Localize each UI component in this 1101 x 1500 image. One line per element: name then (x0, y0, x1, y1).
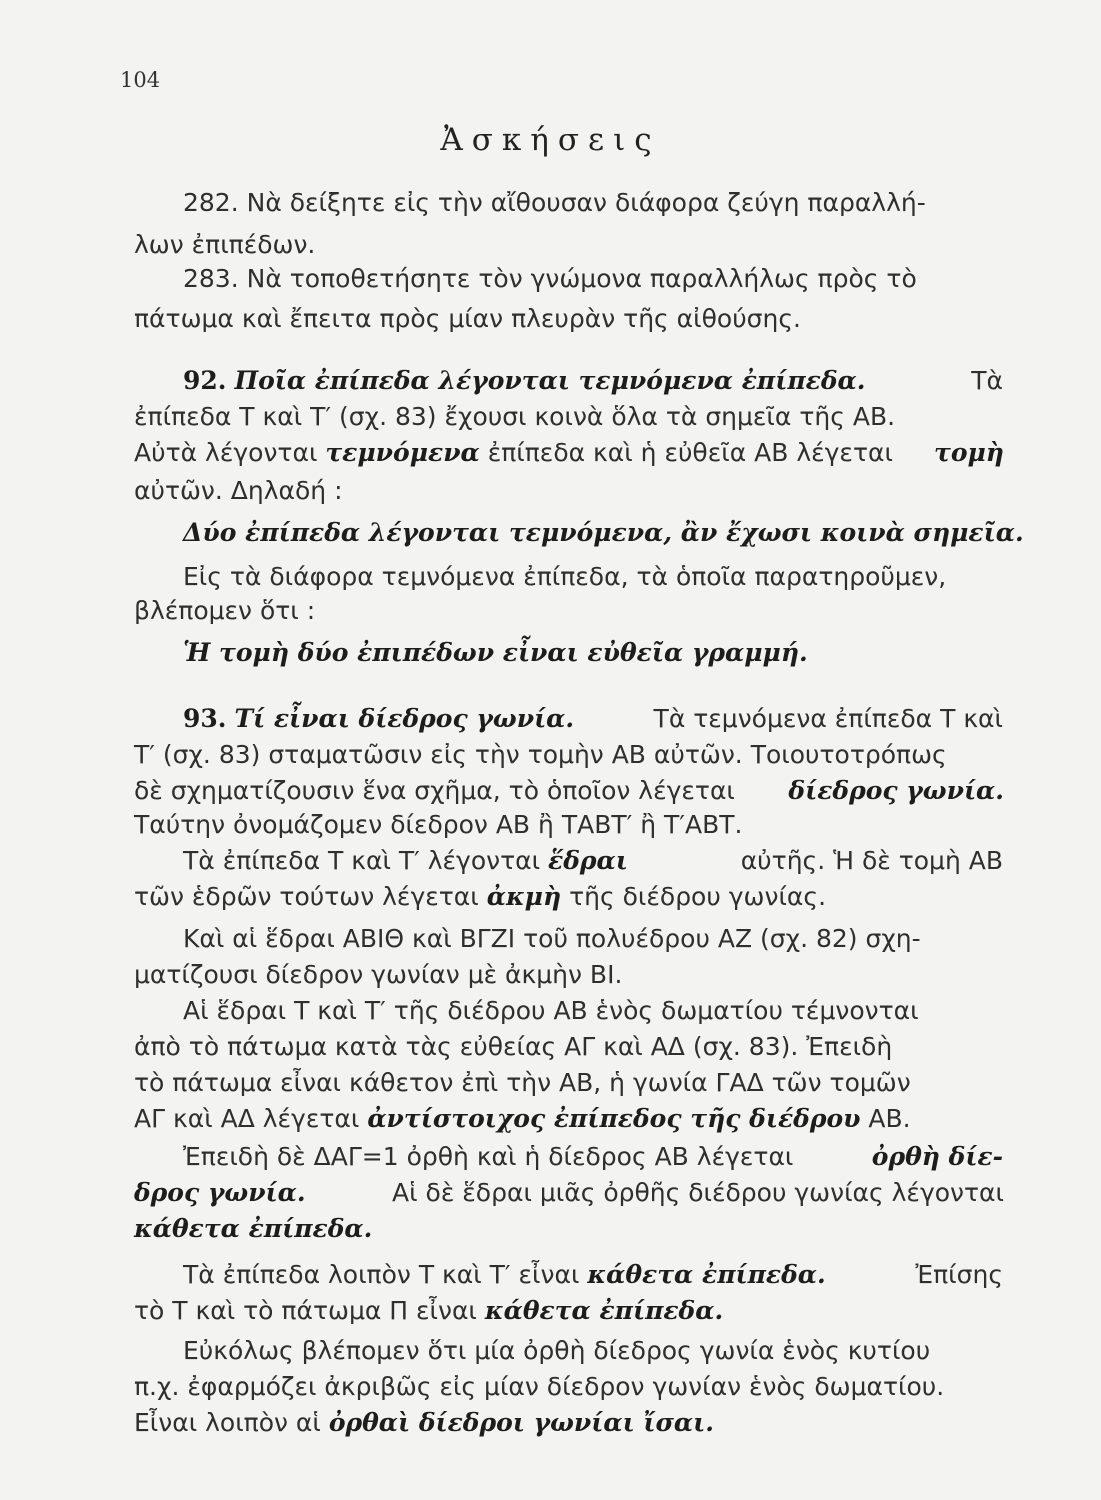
section-92-title: Ποῖα ἐπίπεδα λέγονται τεμνόμενα ἐπίπεδα. (234, 366, 866, 395)
section-93-line: ΑΓ καὶ ΑΔ λέγεται ἀντίστοιχος ἐπίπεδος τῆς διέδρου ΑΒ. (134, 1104, 911, 1133)
section-92-line: ἐπίπεδα Τ καὶ Τ′ (σχ. 83) ἔχουσι κοινὰ ὅλα τὰ σημεῖα τῆς ΑΒ. (134, 402, 896, 431)
section-93-line: τῶν ἑδρῶν τούτων λέγεται ἀκμὴ τῆς διέδρου γωνίας. (134, 882, 827, 911)
exercise-283: 283. Νὰ τοποθετήσητε τὸν γνώμονα παραλλήλως πρὸς τὸ (183, 264, 917, 293)
section-93-line: δὲ σχηματίζουσιν ἕνα σχῆμα, τὸ ὁποῖον λέγεται δίεδρος γωνία. (134, 776, 1004, 805)
section-92-line: Εἰς τὰ διάφορα τεμνόμενα ἐπίπεδα, τὰ ὁποῖα παρατηροῦμεν, (183, 562, 947, 591)
page-number: 104 (120, 68, 161, 92)
section-92-line: Αὐτὰ λέγονται τεμνόμενα ἐπίπεδα καὶ ἡ εὐθεῖα ΑΒ λέγεται τομὴ (134, 438, 1004, 467)
section-93-line: ἀπὸ τὸ πάτωμα κατὰ τὰς εὐθείας ΑΓ καὶ ΑΔ (σχ. 83). Ἐπειδὴ (134, 1032, 893, 1061)
section-93-line: τὸ πάτωμα εἶναι κάθετον ἐπὶ τὴν ΑΒ, ἡ γωνία ΓΑΔ τῶν τομῶν (134, 1068, 911, 1097)
section-93-line: Ταύτην ὀνομάζομεν δίεδρον ΑΒ ἢ ΤΑΒΤ′ ἢ Τ′ΑΒΤ. (134, 810, 743, 839)
section-93-line: Τ′ (σχ. 83) σταματῶσιν εἰς τὴν τομὴν ΑΒ αὐτῶν. Τοιουτοτρόπως (134, 740, 947, 769)
section-number: 92. (183, 366, 227, 395)
section-93-line: Εὐκόλως βλέπομεν ὅτι μία ὀρθὴ δίεδρος γωνία ἑνὸς κυτίου (183, 1336, 931, 1365)
exercise-282-cont: λων ἐπιπέδων. (134, 230, 316, 259)
rule-intersection-line: Ἡ τομὴ δύο ἐπιπέδων εἶναι εὐθεῖα γραμμή. (183, 638, 808, 667)
section-93-line: ματίζουσι δίεδρον γωνίαν μὲ ἀκμὴν ΒΙ. (134, 960, 623, 989)
section-93-line: Ἐπειδὴ δὲ ΔΑΓ=1 ὀρθὴ καὶ ἡ δίεδρος ΑΒ λέγεται ὀρθὴ δίε- (183, 1142, 1003, 1171)
section-93-line: Καὶ αἱ ἕδραι ΑΒΙΘ καὶ ΒΓΖΙ τοῦ πολυέδρου ΑΖ (σχ. 82) σχη- (183, 924, 921, 953)
section-93-line: Εἶναι λοιπὸν αἱ ὀρθαὶ δίεδροι γωνίαι ἴσαι. (134, 1408, 714, 1437)
section-93-line: Αἱ ἕδραι Τ καὶ Τ′ τῆς διέδρου ΑΒ ἑνὸς δωματίου τέμνονται (183, 996, 919, 1025)
exercises-heading: Ἀσκήσεις (440, 122, 661, 158)
section-92-title-line: 92. Ποῖα ἐπίπεδα λέγονται τεμνόμενα ἐπίπεδα. Τὰ (183, 366, 1003, 395)
section-92-line: βλέπομεν ὅτι : (134, 596, 316, 625)
section-number: 93. (183, 704, 227, 733)
section-93-title-line: 93. Τί εἶναι δίεδρος γωνία. Τὰ τεμνόμενα ἐπίπεδα Τ καὶ (183, 704, 1003, 733)
exercise-number: 282. (183, 188, 239, 217)
section-92-line: αὐτῶν. Δηλαδή : (134, 476, 343, 505)
section-93-line: κάθετα ἐπίπεδα. (134, 1214, 373, 1243)
section-93-line: Τὰ ἐπίπεδα λοιπὸν Τ καὶ Τ′ εἶναι κάθετα ἐπίπεδα. Ἐπίσης (183, 1260, 1003, 1289)
exercise-number: 283. (183, 264, 239, 293)
exercise-282: 282. Νὰ δείξητε εἰς τὴν αἴθουσαν διάφορα ζεύγη παραλλή- (183, 188, 926, 217)
section-93-line: π.χ. ἐφαρμόζει ἀκριβῶς εἰς μίαν δίεδρον γωνίαν ἑνὸς δωματίου. (134, 1372, 945, 1401)
exercise-283-cont: πάτωμα καὶ ἔπειτα πρὸς μίαν πλευρὰν τῆς αἰθούσης. (134, 304, 801, 333)
section-93-line: τὸ Τ καὶ τὸ πάτωμα Π εἶναι κάθετα ἐπίπεδα. (134, 1296, 724, 1325)
section-93-line: Τὰ ἐπίπεδα Τ καὶ Τ′ λέγονται ἕδραι αὐτῆς. Ἡ δὲ τομὴ ΑΒ (183, 846, 1003, 875)
definition-intersecting-planes: Δύο ἐπίπεδα λέγονται τεμνόμενα, ἂν ἔχωσι κοινὰ σημεῖα. (183, 518, 1024, 547)
section-93-line: δρος γωνία. Αἱ δὲ ἕδραι μιᾶς ὀρθῆς διέδρου γωνίας λέγονται (134, 1178, 1004, 1207)
section-93-title: Τί εἶναι δίεδρος γωνία. (234, 704, 575, 733)
